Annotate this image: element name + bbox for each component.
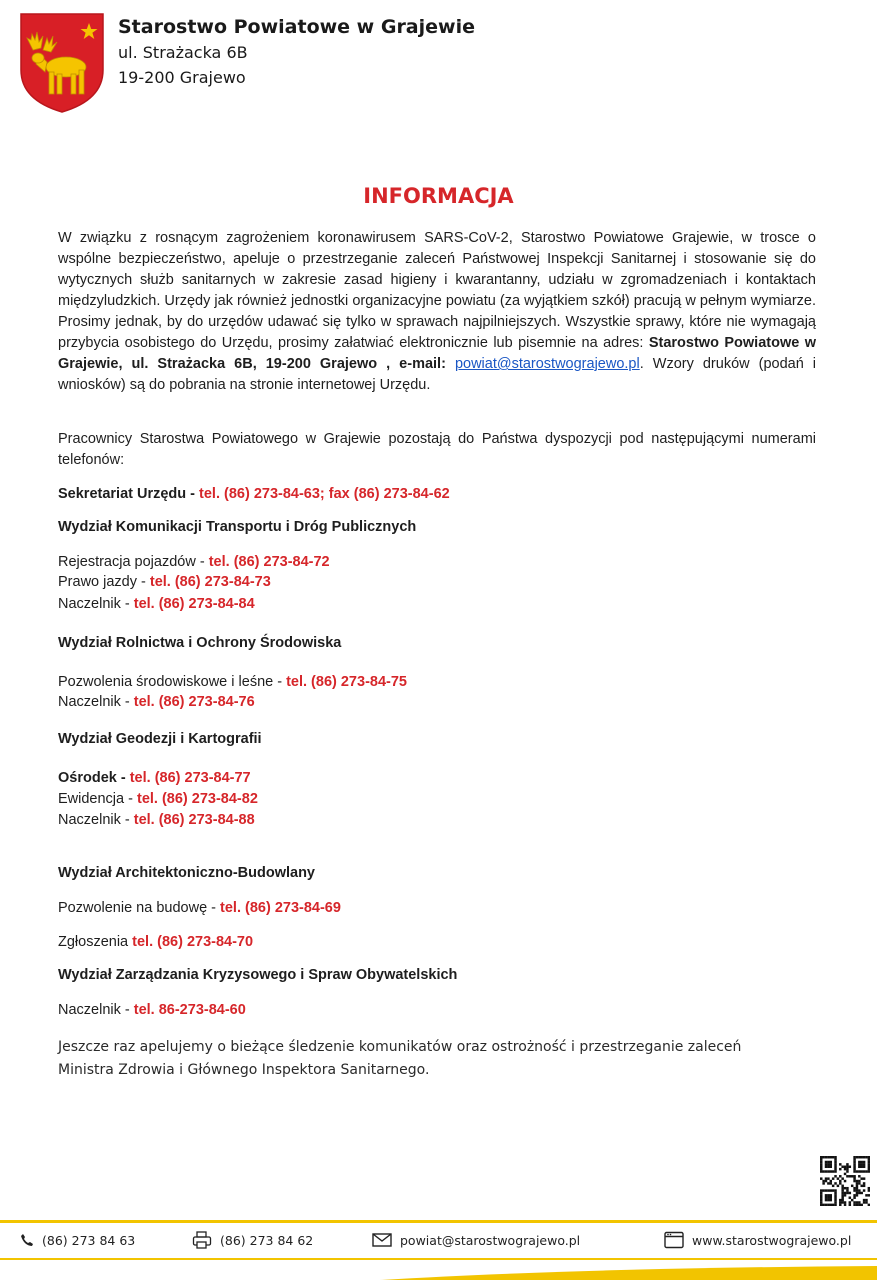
contact-line: [58, 672, 407, 692]
contact-phone: tel. (86) 273-84-73: [149, 574, 271, 590]
secretariat-line: [58, 484, 450, 504]
contact-phone: tel. (86) 273-84-72: [208, 554, 330, 570]
contact-label: Ośrodek -: [58, 770, 130, 786]
intro-email-link[interactable]: powiat@starostwograjewo.pl: [454, 356, 640, 372]
institution-name: Starostwo Powiatowe w Grajewie: [118, 16, 475, 38]
secretariat-phones: tel. (86) 273-84-63; fax (86) 273-84-62: [199, 486, 450, 502]
section-title-geodezja: Wydział Geodezji i Kartografii: [58, 731, 262, 747]
contact-line: [58, 692, 255, 712]
intro-text-1: W związku z rosnącym zagrożeniem koronawirusem SARS-CoV-2, Starostwo Powiatowe Grajewie, w trosce o wspólne bezpieczeństwo, apeluje o przestrzeganie zaleceń Państwowej Inspekcji Sanitarnej i stosowanie się do wytycznych służb sanitarnych w zakresie zasad higieny i kwarantanny, udziału w zgromadzeniach i kontaktach międzyludzkich. Urzędy jak również jednostki organizacyjne powiatu (za wyjątkiem szkół) pracują w pełnym wymiarze. Prosimy jednak, by do urzędów udawać się tylko w sprawach najpilniejszych. Wszystkie sprawy, które nie wymagają przybycia osobistego do Urzędu, prosimy załatwiać elektronicznie lub pisemnie na adres:: [58, 230, 816, 351]
qr-code: [820, 1156, 870, 1206]
coat-of-arms-logo: [19, 12, 105, 114]
street-address: ul. Strażacka 6B: [118, 43, 248, 62]
contact-line: [58, 898, 341, 918]
contact-line: [58, 768, 251, 788]
header-address: [118, 14, 475, 90]
footer-top-rule: [0, 1220, 877, 1223]
contact-line: [58, 1000, 246, 1020]
city-address: 19-200 Grajewo: [118, 68, 246, 87]
fax-icon: [192, 1231, 212, 1249]
contact-label: Naczelnik -: [58, 1002, 134, 1018]
footer-phone: [20, 1229, 135, 1251]
contact-phone: tel. (86) 273-84-75: [286, 674, 407, 690]
contact-label: Rejestracja pojazdów -: [58, 554, 209, 570]
footer-email[interactable]: [372, 1229, 580, 1251]
intro-text-2: . Wzory druków (podań i wniosków) są do pobrania na stronie internetowej Urzędu.: [58, 356, 817, 393]
contact-label: Zgłoszenia: [58, 934, 133, 950]
phone-icon: [20, 1233, 34, 1247]
contact-line: [58, 932, 253, 952]
contact-label: Naczelnik -: [58, 694, 134, 710]
contact-line: [58, 572, 271, 592]
footer-fax-text: (86) 273 84 62: [220, 1232, 314, 1248]
staff-note: Pracownicy Starostwa Powiatowego w Grajewie pozostają do Państwa dyspozycji pod następującymi numerami telefonów:: [58, 431, 816, 468]
closing-paragraph: Jeszcze raz apelujemy o bieżące śledzenie komunikatów oraz ostrożność i przestrzeganie zaleceń Ministra Zdrowia i Głównego Inspektora Sanitarnego.: [58, 1039, 742, 1078]
footer-phone-text: (86) 273 84 63: [42, 1232, 136, 1248]
contact-phone: tel. (86) 273-84-84: [133, 596, 255, 612]
contact-label: Ewidencja -: [58, 791, 137, 807]
contact-line: [58, 789, 258, 809]
contact-label: Pozwolenie na budowę -: [58, 900, 221, 916]
page-title: INFORMACJA: [363, 184, 514, 208]
browser-icon: [664, 1231, 684, 1249]
contact-line: [58, 594, 255, 614]
section-title-komunikacja: Wydział Komunikacji Transportu i Dróg Publicznych: [58, 519, 417, 535]
contact-phone: tel. (86) 273-84-88: [133, 812, 255, 828]
footer-bottom-rule: [0, 1258, 877, 1260]
contact-line: [58, 552, 330, 572]
contact-phone: tel. (86) 273-84-70: [132, 934, 254, 950]
contact-label: Prawo jazdy -: [58, 574, 150, 590]
footer-fax: [192, 1229, 313, 1251]
contact-label: Naczelnik -: [58, 596, 134, 612]
section-title-kryzys: Wydział Zarządzania Kryzysowego i Spraw Obywatelskich: [58, 967, 458, 983]
contact-phone: tel. (86) 273-84-77: [129, 770, 251, 786]
intro-paragraph: [58, 228, 816, 396]
footer-swoosh: [380, 1266, 877, 1280]
section-title-architektura: Wydział Architektoniczno-Budowlany: [58, 865, 315, 881]
contact-label: Naczelnik -: [58, 812, 134, 828]
footer-website-text[interactable]: www.starostwograjewo.pl: [692, 1232, 852, 1248]
contact-phone: tel. (86) 273-84-69: [220, 900, 341, 916]
secretariat-label: Sekretariat Urzędu -: [58, 486, 200, 502]
contact-phone: tel. (86) 273-84-76: [133, 694, 255, 710]
footer-website[interactable]: [664, 1229, 851, 1251]
contact-label: Pozwolenia środowiskowe i leśne -: [58, 674, 287, 690]
intro-address-bold: Starostwo Powiatowe w Grajewie, ul. Strażacka 6B, 19-200 Grajewo , e-mail:: [58, 335, 816, 372]
envelope-icon: [372, 1233, 392, 1247]
footer-email-text[interactable]: powiat@starostwograjewo.pl: [400, 1232, 581, 1248]
section-title-rolnictwo: Wydział Rolnictwa i Ochrony Środowiska: [58, 635, 342, 651]
contact-line: [58, 810, 255, 830]
contact-phone: tel. (86) 273-84-82: [136, 791, 258, 807]
contact-phone: tel. 86-273-84-60: [133, 1002, 246, 1018]
